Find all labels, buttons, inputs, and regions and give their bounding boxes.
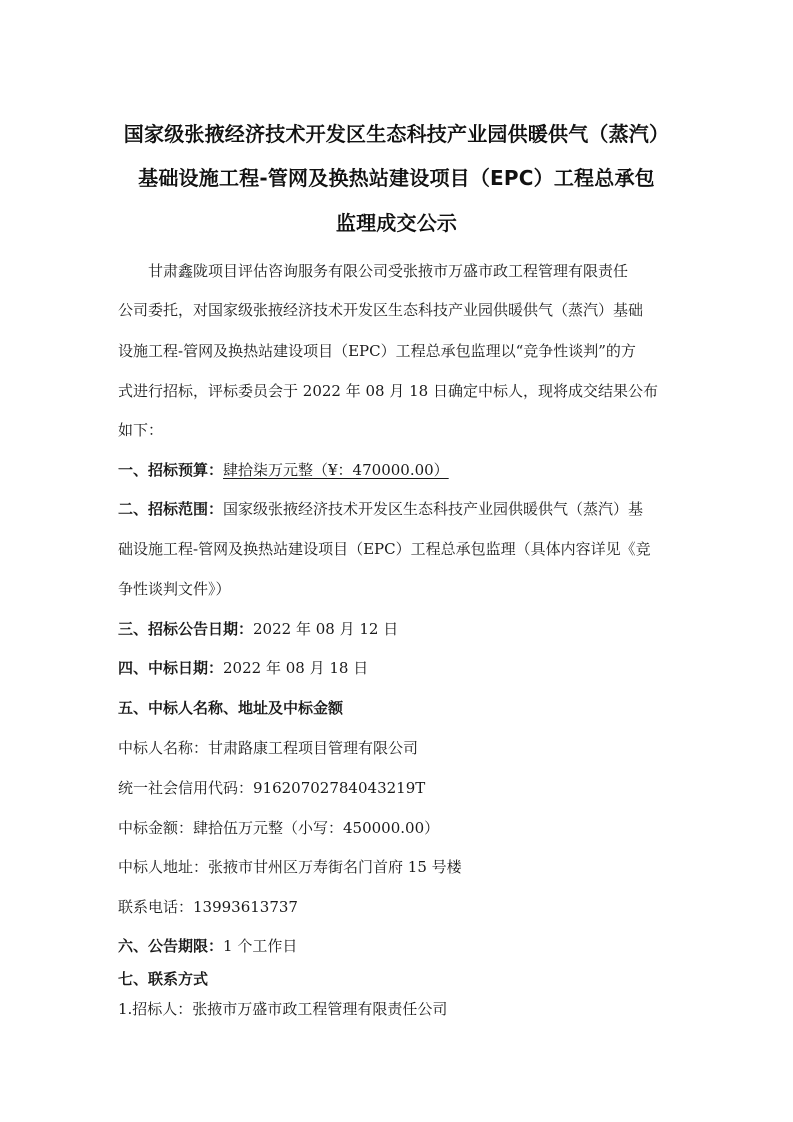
section-scope — [118, 499, 643, 519]
winner-amount: 中标金额：肆拾伍万元整（小写：450000.00） — [118, 819, 440, 837]
section-budget-label: 一、招标预算： — [118, 461, 224, 479]
section-announce-period-value: 1 个工作日 — [223, 937, 298, 955]
contact-tenderer: 1.招标人：张掖市万盛市政工程管理有限责任公司 — [118, 1000, 448, 1018]
document-title-line-1: 国家级张掖经济技术开发区生态科技产业园供暖供气（蒸汽） — [123, 122, 670, 146]
section-scope-label: 二、招标范围： — [118, 500, 224, 518]
intro-line-4: 式进行招标，评标委员会于 2022 年 08 月 18 日确定中标人，现将成交结果公布 — [118, 382, 658, 400]
winner-phone: 联系电话：13993613737 — [118, 898, 298, 916]
section-award-date — [118, 658, 368, 678]
intro-line-3: 设施工程-管网及换热站建设项目（EPC）工程总承包监理以“竞争性谈判”的方 — [118, 342, 636, 360]
section-announce-date-value: 2022 年 08 月 12 日 — [253, 620, 399, 638]
intro-line-5: 如下： — [118, 421, 164, 439]
section-award-date-label: 四、中标日期： — [118, 659, 224, 677]
section-scope-line-3: 争性谈判文件》） — [118, 580, 231, 598]
section-winner-heading: 五、中标人名称、地址及中标金额 — [118, 699, 344, 717]
winner-credit-code: 统一社会信用代码：91620702784043219T — [118, 779, 426, 797]
section-budget — [118, 460, 449, 480]
winner-name: 中标人名称：甘肃路康工程项目管理有限公司 — [118, 739, 419, 757]
intro-line-2: 公司委托，对国家级张掖经济技术开发区生态科技产业园供暖供气（蒸汽）基础 — [118, 301, 644, 319]
section-budget-value: 肆拾柒万元整（¥：470000.00） — [223, 461, 449, 479]
section-scope-line-2: 础设施工程-管网及换热站建设项目（EPC）工程总承包监理（具体内容详见《竞 — [118, 540, 651, 558]
section-announce-period-label: 六、公告期限： — [118, 937, 224, 955]
document-title-line-2: 基础设施工程-管网及换热站建设项目（EPC）工程总承包 — [138, 166, 655, 190]
document-title-line-3: 监理成交公示 — [335, 211, 458, 235]
section-announce-date — [118, 619, 398, 639]
section-announce-period — [118, 936, 297, 956]
section-scope-text-1: 国家级张掖经济技术开发区生态科技产业园供暖供气（蒸汽）基 — [223, 500, 644, 518]
section-award-date-value: 2022 年 08 月 18 日 — [223, 659, 369, 677]
winner-address: 中标人地址：张掖市甘州区万寿街名门首府 15 号楼 — [118, 858, 462, 876]
intro-line-1: 甘肃鑫陇项目评估咨询服务有限公司受张掖市万盛市政工程管理有限责任 — [148, 262, 629, 280]
section-contact-heading: 七、联系方式 — [118, 970, 209, 988]
section-announce-date-label: 三、招标公告日期： — [118, 620, 254, 638]
